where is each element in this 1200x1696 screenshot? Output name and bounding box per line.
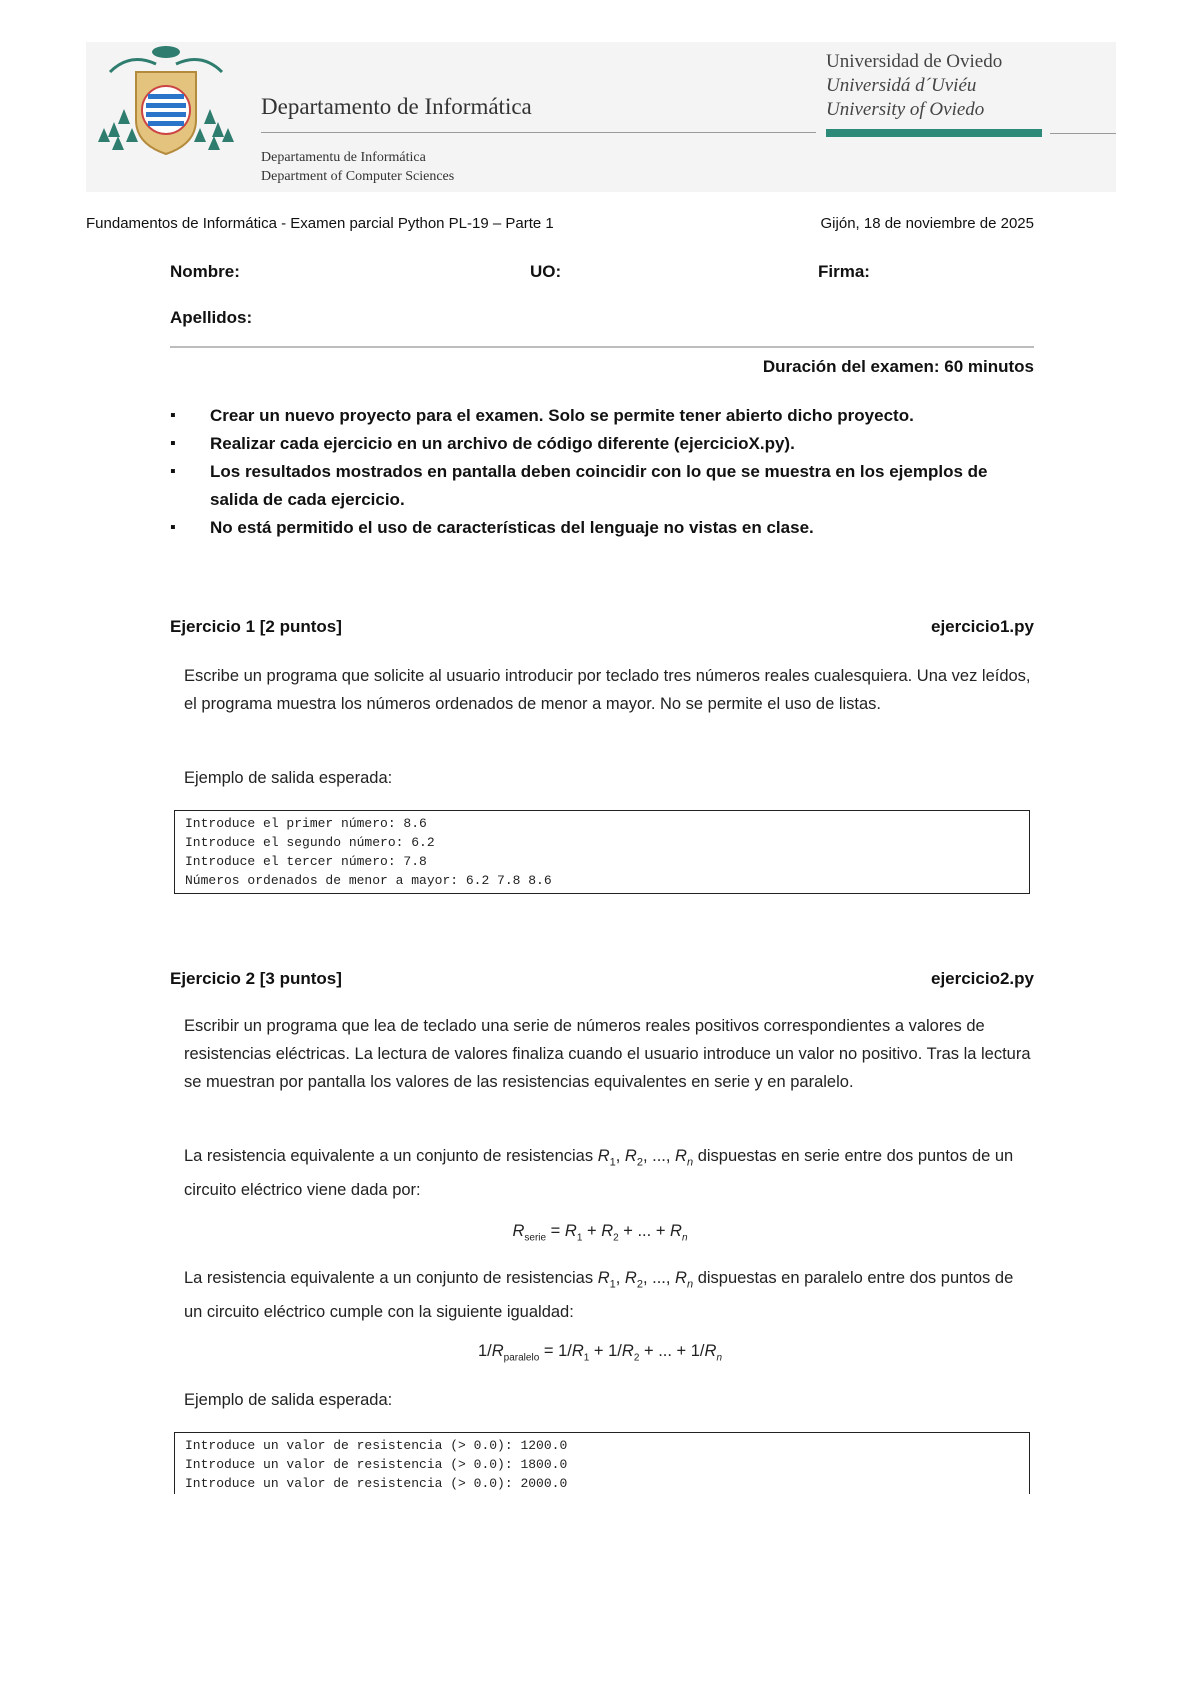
exercise-2-title: Ejercicio 2 [3 puntos] xyxy=(170,969,342,988)
serie-intro-b: dispuestas en serie entre dos puntos de un circuito eléctrico viene dada por: xyxy=(184,1147,1014,1200)
rule-item: ▪ No está permitido el uso de características del lenguaje no vistas en clase. xyxy=(170,514,1034,542)
header-separator xyxy=(170,346,1034,348)
serie-intro: La resistencia equivalente a un conjunto de resistencias $R_1$, $R_2$, ..., $R_n$ dispuestas en serie entre dos puntos de un circuito eléctrico viene dada por: xyxy=(184,1147,1014,1200)
place-date: Gijón, 18 de noviembre de 2025 xyxy=(820,215,1034,232)
rule-item: ▪ Los resultados mostrados en pantalla deben coincidir con lo que se muestra en los ejemplos de salida de cada ejercicio. xyxy=(170,458,1034,514)
rule-item: ▪ Crear un nuevo proyecto para el examen. Solo se permite tener abierto dicho proyecto. xyxy=(170,402,1034,430)
exercise-1-description: Escribe un programa que solicite al usuario introducir por teclado tres números reales cualesquiera. Una vez leídos, el programa muestra los números ordenados de menor a mayor. No se permite el uso de listas. xyxy=(184,667,1031,713)
department-name-asturian: Departamentu de Informática xyxy=(261,150,426,165)
formula-paralelo: $1/R_{paralelo} = 1/R_1 + 1/R_2$ + ... + $1/R_n$ xyxy=(477,1342,722,1364)
output-line: Introduce un valor de resistencia (> 0.0): 2000.0 xyxy=(185,1476,568,1491)
exercise-1-title: Ejercicio 1 [2 puntos] xyxy=(170,617,342,636)
university-name-ast: Universidá d´Uviéu xyxy=(826,75,977,96)
university-name-es: Universidad de Oviedo xyxy=(826,51,1003,72)
paralelo-intro-a: La resistencia equivalente a un conjunto de resistencias xyxy=(184,1269,594,1287)
university-name-en: University of Oviedo xyxy=(826,99,985,120)
exam-rules xyxy=(170,402,1034,542)
rule-item: ▪ Realizar cada ejercicio en un archivo de código diferente (ejercicioX.py). xyxy=(170,430,1034,458)
formula-serie: $R_{serie} = R_1 + R_2$ + ... + $R_n$ xyxy=(512,1222,688,1244)
paralelo-intro: La resistencia equivalente a un conjunto de resistencias $R_1$, $R_2$, ..., $R_n$ dispuestas en paralelo entre dos puntos de un circuito eléctrico cumple con la siguiente igualdad: xyxy=(184,1269,1014,1322)
firma-label: Firma: xyxy=(818,262,870,281)
university-rule xyxy=(1050,133,1116,134)
department-name: Departamento de Informática xyxy=(261,94,532,119)
university-accent-bar xyxy=(826,129,1042,137)
sub-serie: serie xyxy=(524,1232,547,1244)
output-line: Introduce el primer número: 8.6 xyxy=(185,816,427,831)
output-line: Introduce el segundo número: 6.2 xyxy=(185,835,435,850)
apellidos-label: Apellidos: xyxy=(170,308,253,327)
course-title: Fundamentos de Informática - Examen parcial Python PL-19 – Parte 1 xyxy=(86,215,554,232)
output-line: Introduce el tercer número: 7.8 xyxy=(185,854,427,869)
university-names xyxy=(826,50,1002,122)
letterhead-rule xyxy=(261,132,816,133)
output-line: Números ordenados de menor a mayor: 6.2 7.8 8.6 xyxy=(185,873,552,888)
nombre-label: Nombre: xyxy=(170,262,240,281)
exercise-2-example-label: Ejemplo de salida esperada: xyxy=(184,1391,393,1409)
letterhead xyxy=(86,42,1116,192)
uo-label: UO: xyxy=(530,262,562,281)
output-line: Introduce un valor de resistencia (> 0.0): 1800.0 xyxy=(185,1457,568,1472)
paralelo-intro-b: dispuestas en paralelo entre dos puntos de un circuito eléctrico cumple con la siguiente igualdad: xyxy=(184,1269,1014,1322)
exercise-1-output-box xyxy=(174,810,1030,894)
serie-intro-a: La resistencia equivalente a un conjunto de resistencias xyxy=(184,1147,594,1165)
department-name-english: Department of Computer Sciences xyxy=(261,169,455,184)
exercise-2-output-box xyxy=(174,1432,1030,1494)
output-line: Introduce un valor de resistencia (> 0.0): 1200.0 xyxy=(185,1438,568,1453)
exercise-1-file: ejercicio1.py xyxy=(930,617,1034,636)
exam-duration: Duración del examen: 60 minutos xyxy=(762,357,1034,376)
university-crest-icon xyxy=(90,42,242,162)
exercise-2-file: ejercicio2.py xyxy=(930,969,1034,988)
exercise-1-example-label: Ejemplo de salida esperada: xyxy=(184,769,393,787)
sub-paralelo: paralelo xyxy=(503,1352,540,1364)
exercise-2-description: Escribir un programa que lea de teclado una serie de números reales positivos correspondientes a valores de resistencias eléctricas. La lectura de valores finaliza cuando el usuario introduce un valor no positivo. Tras la lectura se muestran por pantalla los valores de las resistencias equivalentes en serie y en paralelo. xyxy=(184,1017,1031,1091)
